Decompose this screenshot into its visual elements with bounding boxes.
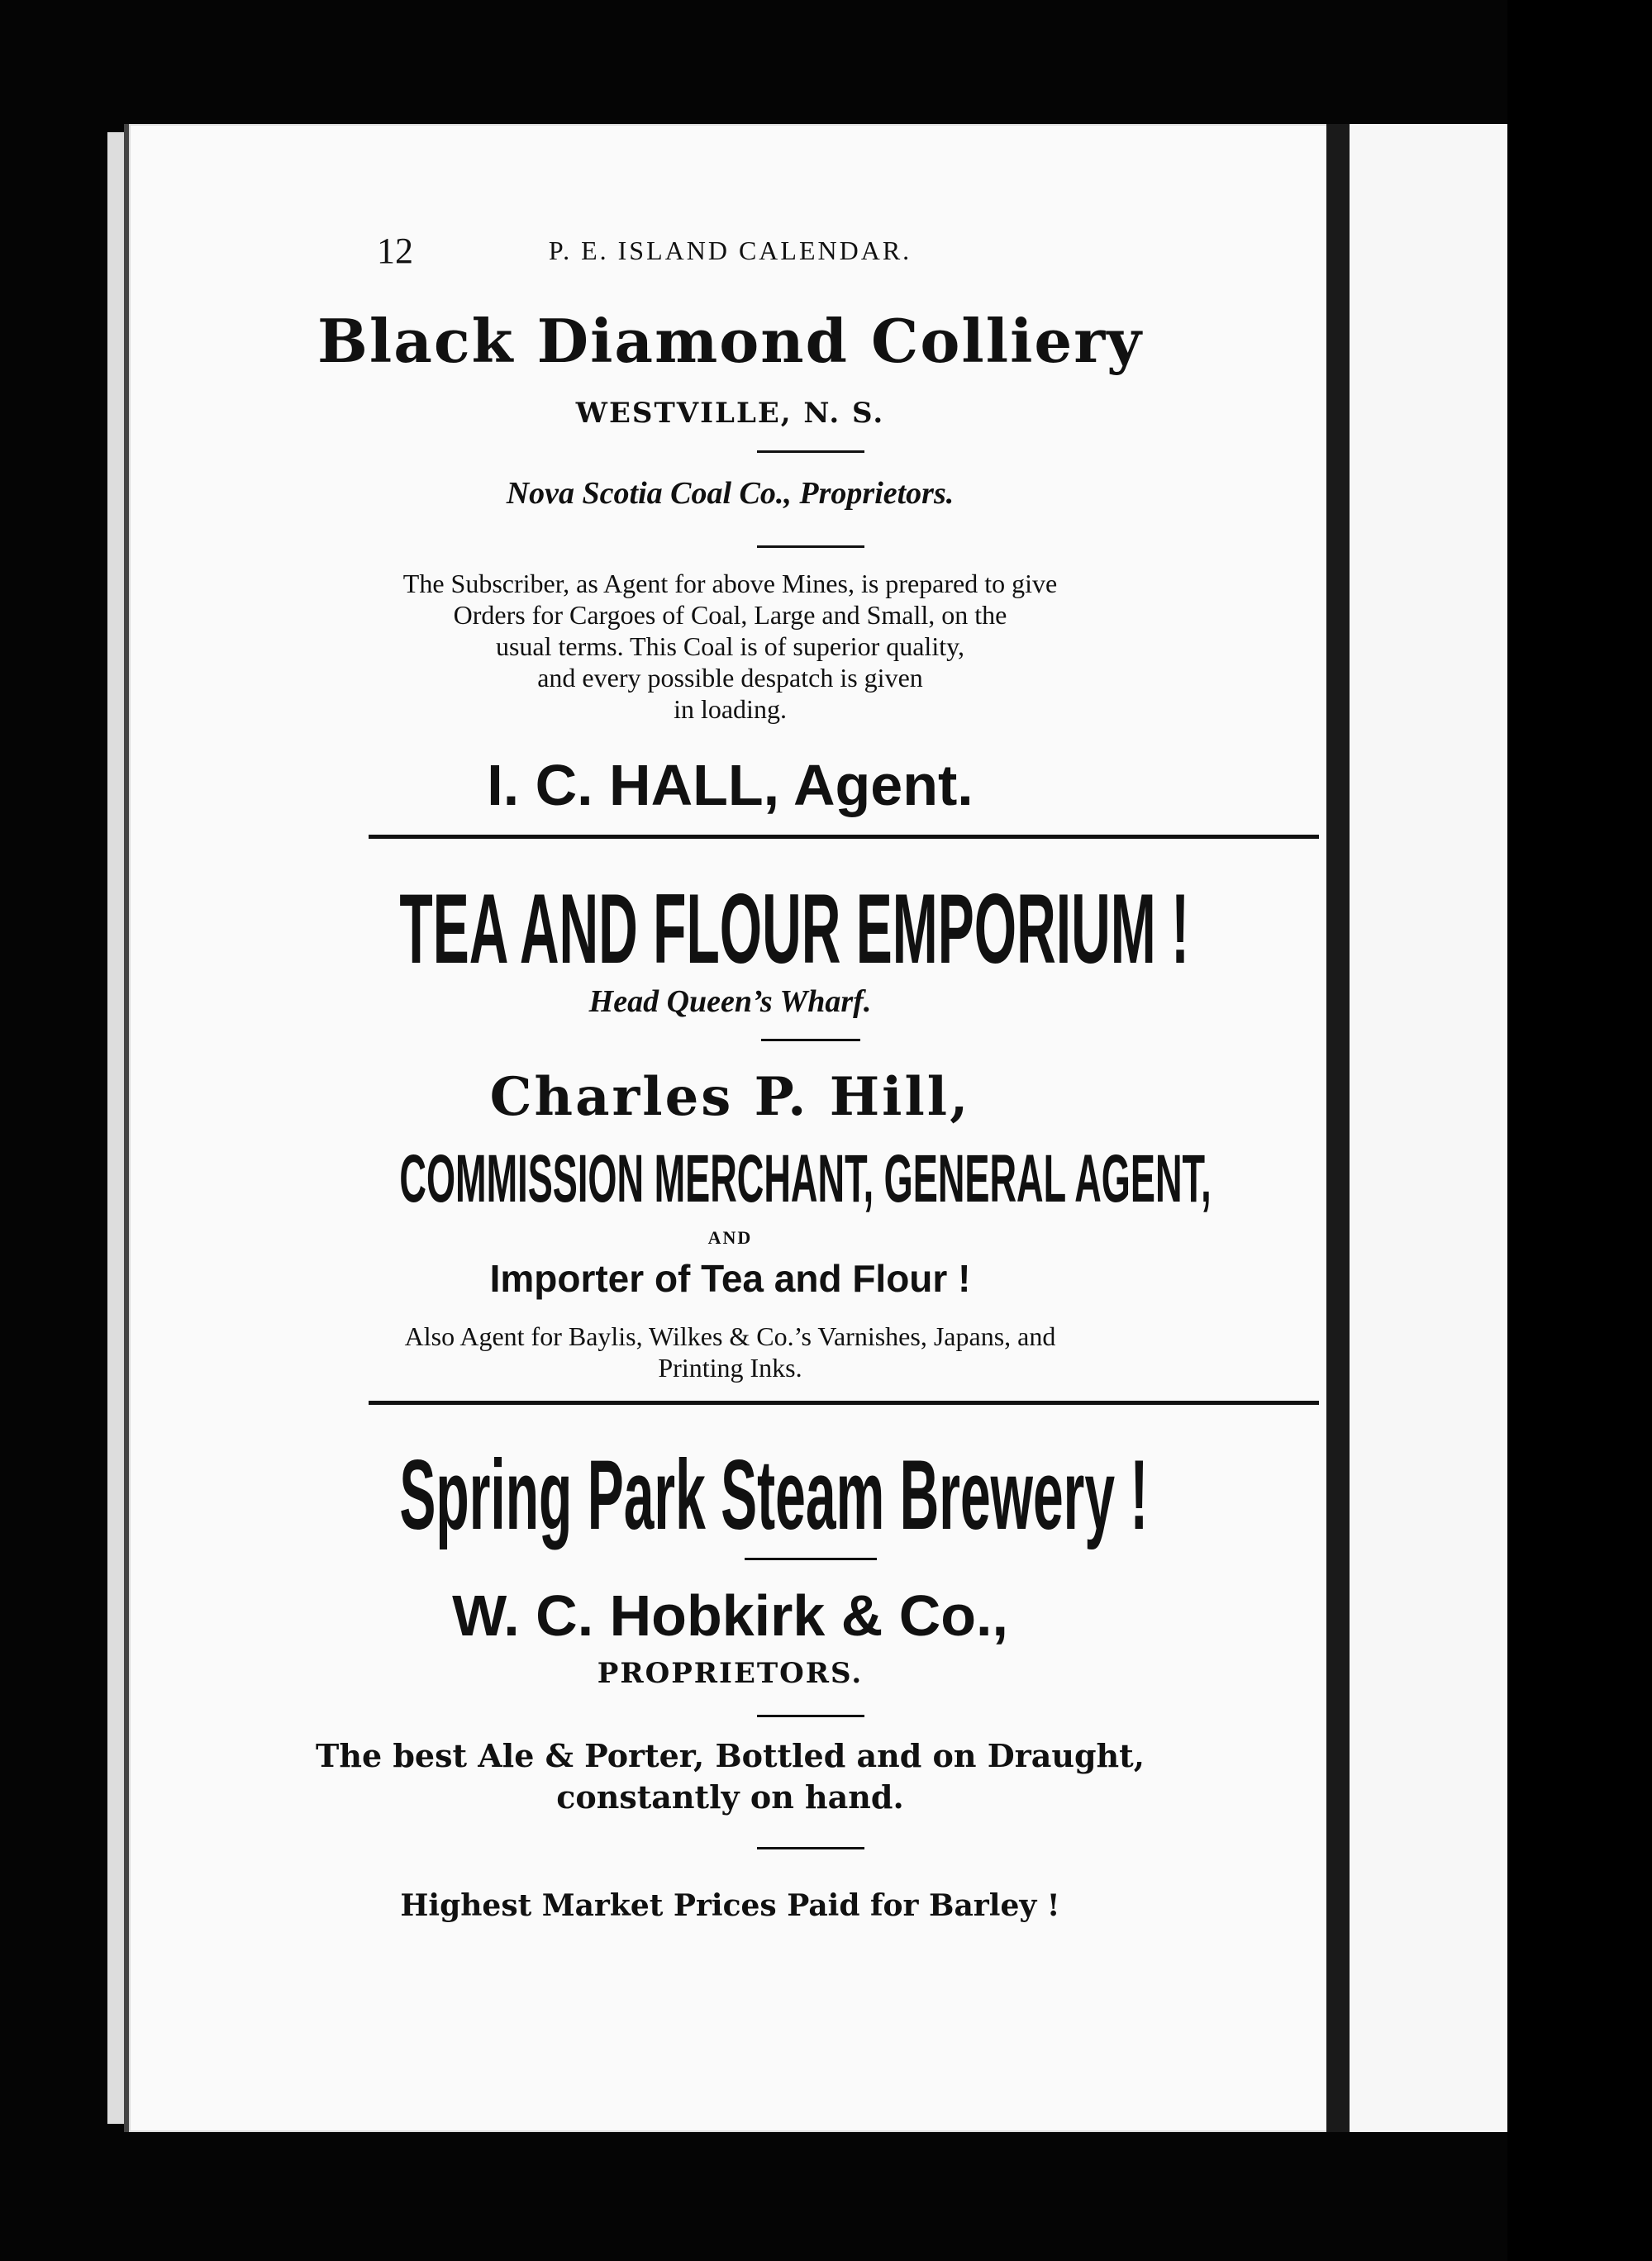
- divider: [761, 1039, 860, 1041]
- merchant-role: COMMISSION MERCHANT, GENERAL AGENT,: [399, 1141, 1212, 1216]
- and-text: AND: [707, 1227, 753, 1248]
- book-gutter: [1326, 124, 1350, 2132]
- colliery-body-line: usual terms. This Coal is of superior quality,: [495, 631, 965, 661]
- divider: [757, 1847, 864, 1849]
- brewery-offer-line: constantly on hand.: [556, 1778, 904, 1816]
- calendar-page: [124, 124, 1331, 2132]
- colliery-agent: I. C. HALL, Agent.: [487, 753, 974, 817]
- colliery-body-line: and every possible despatch is given: [537, 663, 923, 693]
- importer-line: Importer of Tea and Flour !: [489, 1257, 971, 1300]
- colliery-body-line: in loading.: [674, 694, 787, 724]
- divider: [757, 545, 864, 548]
- facing-page: [1350, 124, 1652, 2132]
- brewery-proprietors: PROPRIETORS.: [597, 1657, 864, 1690]
- emporium-title: TEA AND FLOUR EMPORIUM !: [399, 873, 1190, 984]
- colliery-body-line: Orders for Cargoes of Coal, Large and Small, on the: [453, 600, 1007, 630]
- colliery-title: Black Diamond Colliery: [317, 306, 1144, 376]
- section-divider: [369, 835, 1319, 839]
- colliery-proprietors: Nova Scotia Coal Co., Proprietors.: [506, 476, 955, 511]
- brewery-offer-line: The best Ale & Porter, Bottled and on Draught,: [316, 1737, 1145, 1774]
- divider: [757, 450, 864, 453]
- also-agent-line: Printing Inks.: [658, 1353, 802, 1383]
- colliery-location: WESTVILLE, N. S.: [575, 397, 885, 430]
- colliery-body-line: The Subscriber, as Agent for above Mines, is prepared to give: [402, 569, 1058, 598]
- brewery-company: W. C. Hobkirk & Co.,: [452, 1583, 1008, 1648]
- emporium-location: Head Queen’s Wharf.: [588, 984, 872, 1019]
- facing-page-heading: LONDON HOUSE!: [1507, 812, 1652, 2107]
- page-number: 12: [377, 231, 413, 271]
- barley-line: Highest Market Prices Paid for Barley !: [400, 1888, 1060, 1923]
- section-divider: [369, 1401, 1319, 1405]
- running-head: P. E. ISLAND CALENDAR.: [548, 236, 912, 265]
- merchant-name: Charles P. Hill,: [489, 1066, 971, 1128]
- also-agent-line: Also Agent for Baylis, Wilkes & Co.’s Varnishes, Japans, and: [404, 1321, 1056, 1351]
- brewery-title: Spring Park Steam Brewery !: [399, 1440, 1149, 1550]
- divider: [745, 1558, 877, 1560]
- divider: [757, 1715, 864, 1717]
